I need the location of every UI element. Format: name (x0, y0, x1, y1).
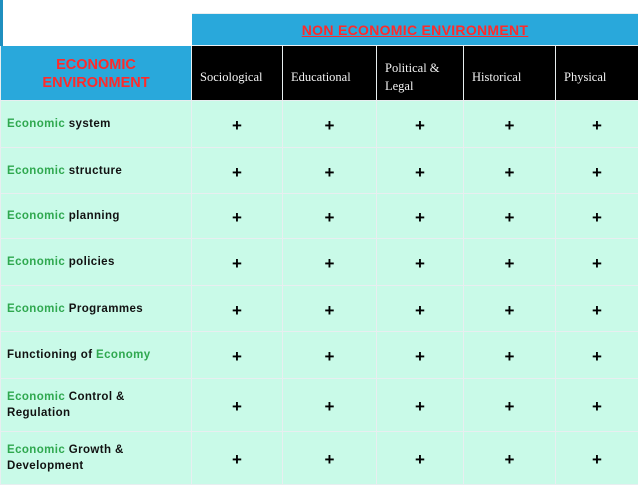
plus-icon: + (325, 208, 335, 227)
row-label-highlight: Economic (7, 391, 65, 403)
row-label-text: structure (65, 165, 122, 177)
plus-mark-cell (192, 239, 283, 286)
plus-icon: + (505, 163, 515, 182)
plus-icon: + (505, 208, 515, 227)
economic-header-line2: ENVIRONMENT (1, 74, 191, 92)
table-row (1, 379, 638, 432)
plus-mark-cell (556, 239, 638, 286)
plus-mark-cell (464, 148, 556, 194)
plus-mark-cell (283, 194, 377, 239)
plus-icon: + (232, 163, 242, 182)
plus-mark-cell (377, 332, 464, 379)
plus-mark-cell (556, 379, 638, 432)
plus-icon: + (232, 254, 242, 273)
plus-mark-cell (464, 194, 556, 239)
plus-icon: + (325, 254, 335, 273)
plus-icon: + (505, 254, 515, 273)
row-label-highlight: Economic (7, 210, 65, 222)
row-label-text: planning (65, 210, 120, 222)
row-label-line1 (7, 254, 191, 270)
row-label-line1 (7, 208, 191, 224)
plus-icon: + (592, 301, 602, 320)
plus-mark-cell (464, 239, 556, 286)
plus-icon: + (592, 397, 602, 416)
column-header-sociological (192, 46, 283, 101)
environment-matrix-table (0, 13, 638, 485)
table-row (1, 101, 638, 148)
row-label-highlight: Economic (7, 256, 65, 268)
row-label (1, 101, 192, 148)
plus-icon: + (592, 163, 602, 182)
plus-mark-cell (464, 332, 556, 379)
plus-icon: + (325, 450, 335, 469)
row-label-highlight: Economic (7, 303, 65, 315)
plus-icon: + (592, 254, 602, 273)
column-header-line1: Physical (564, 68, 638, 86)
plus-mark-cell (192, 432, 283, 485)
table-row (1, 332, 638, 379)
row-label (1, 239, 192, 286)
plus-mark-cell (283, 332, 377, 379)
plus-icon: + (325, 301, 335, 320)
plus-icon: + (325, 397, 335, 416)
plus-mark-cell (283, 239, 377, 286)
row-label-line2: Regulation (7, 405, 191, 421)
plus-mark-cell (464, 432, 556, 485)
plus-icon: + (325, 163, 335, 182)
row-label-highlight: Economic (7, 444, 65, 456)
row-label-line1 (7, 163, 191, 179)
plus-icon: + (415, 301, 425, 320)
plus-mark-cell (377, 101, 464, 148)
plus-icon: + (415, 116, 425, 135)
plus-icon: + (232, 347, 242, 366)
row-label (1, 432, 192, 485)
plus-mark-cell (556, 101, 638, 148)
plus-mark-cell (283, 148, 377, 194)
plus-mark-cell (283, 432, 377, 485)
plus-icon: + (325, 116, 335, 135)
row-label-text: policies (65, 256, 115, 268)
row-label-line2: Development (7, 458, 191, 474)
row-label-highlight: Economic (7, 118, 65, 130)
row-label (1, 148, 192, 194)
plus-icon: + (415, 254, 425, 273)
plus-icon: + (415, 347, 425, 366)
plus-mark-cell (556, 432, 638, 485)
non-economic-environment-header: NON ECONOMIC ENVIRONMENT (192, 14, 638, 46)
row-label-line1 (7, 389, 191, 405)
table-row (1, 148, 638, 194)
plus-icon: + (592, 208, 602, 227)
row-label-line1 (7, 116, 191, 132)
plus-mark-cell (192, 148, 283, 194)
plus-mark-cell (556, 194, 638, 239)
plus-icon: + (505, 347, 515, 366)
plus-mark-cell (192, 286, 283, 332)
column-header-line1: Political & (385, 59, 463, 77)
column-header-line1: Sociological (200, 68, 282, 86)
plus-icon: + (505, 397, 515, 416)
plus-mark-cell (377, 286, 464, 332)
column-header-line1: Educational (291, 68, 376, 86)
plus-mark-cell (377, 239, 464, 286)
row-label-text: Growth & (65, 444, 124, 456)
blank-corner-cell (1, 14, 192, 46)
plus-icon: + (415, 397, 425, 416)
plus-icon: + (232, 397, 242, 416)
plus-mark-cell (464, 286, 556, 332)
row-label (1, 379, 192, 432)
table-top-row (1, 14, 638, 46)
row-label-text: Programmes (65, 303, 143, 315)
row-label-line1 (7, 442, 191, 458)
row-label-text: system (65, 118, 111, 130)
plus-icon: + (505, 116, 515, 135)
table-row (1, 239, 638, 286)
table-row (1, 286, 638, 332)
plus-icon: + (505, 450, 515, 469)
plus-icon: + (505, 301, 515, 320)
row-label (1, 194, 192, 239)
row-label-line1 (7, 347, 191, 363)
column-header-educational (283, 46, 377, 101)
plus-mark-cell (283, 379, 377, 432)
table-row (1, 432, 638, 485)
plus-icon: + (415, 208, 425, 227)
plus-icon: + (592, 347, 602, 366)
plus-icon: + (592, 450, 602, 469)
plus-icon: + (592, 116, 602, 135)
plus-mark-cell (464, 101, 556, 148)
plus-mark-cell (556, 148, 638, 194)
plus-mark-cell (377, 194, 464, 239)
row-label (1, 332, 192, 379)
plus-icon: + (415, 450, 425, 469)
plus-icon: + (325, 347, 335, 366)
plus-mark-cell (556, 332, 638, 379)
column-header-physical (556, 46, 638, 101)
plus-icon: + (232, 301, 242, 320)
plus-mark-cell (283, 286, 377, 332)
row-label (1, 286, 192, 332)
column-header-line2: Legal (385, 77, 463, 95)
plus-icon: + (232, 116, 242, 135)
plus-mark-cell (283, 101, 377, 148)
plus-mark-cell (464, 379, 556, 432)
row-label-highlight: Economic (7, 165, 65, 177)
plus-icon: + (232, 450, 242, 469)
row-label-text: Control & (65, 391, 125, 403)
plus-mark-cell (192, 332, 283, 379)
plus-mark-cell (192, 194, 283, 239)
column-header-political-legal (377, 46, 464, 101)
plus-mark-cell (377, 432, 464, 485)
plus-mark-cell (192, 379, 283, 432)
plus-mark-cell (377, 148, 464, 194)
row-label-line1 (7, 301, 191, 317)
economic-environment-header (1, 46, 192, 101)
column-header-line1: Historical (472, 68, 555, 86)
plus-icon: + (232, 208, 242, 227)
plus-mark-cell (556, 286, 638, 332)
plus-icon: + (415, 163, 425, 182)
column-header-row (1, 46, 638, 101)
table-row (1, 194, 638, 239)
column-header-historical (464, 46, 556, 101)
row-label-highlight: Economy (96, 349, 151, 361)
plus-mark-cell (377, 379, 464, 432)
plus-mark-cell (192, 101, 283, 148)
row-label-text: Functioning of (7, 349, 96, 361)
economic-header-line1: ECONOMIC (1, 56, 191, 74)
